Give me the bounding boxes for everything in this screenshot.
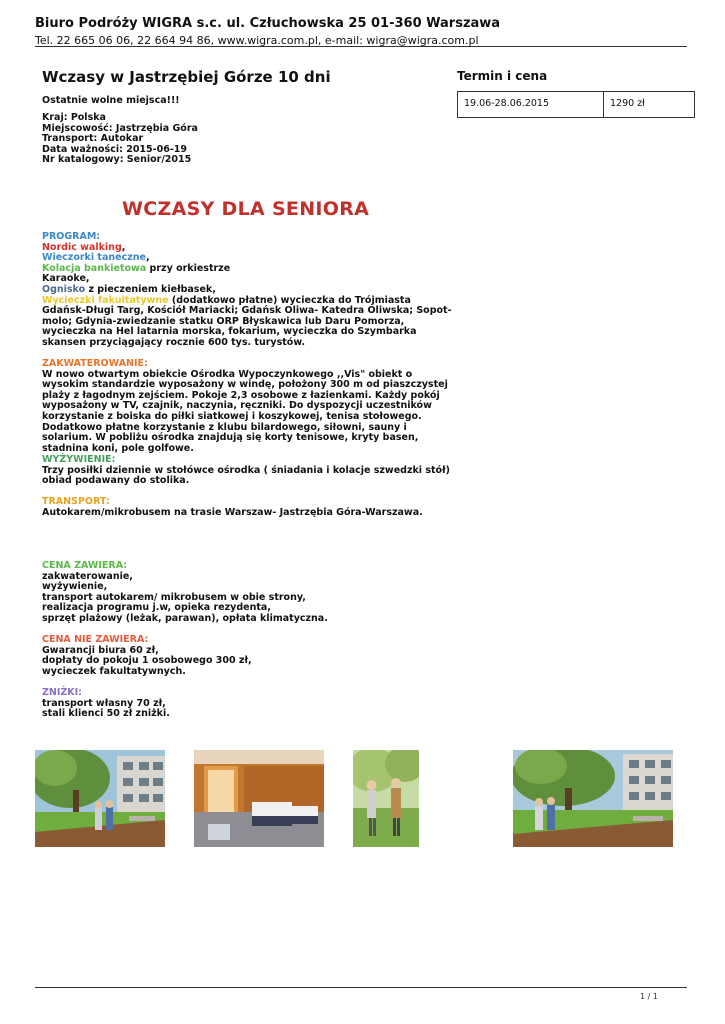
offer-title: Wczasy w Jastrzębiej Górze 10 dni xyxy=(42,68,331,86)
program-heading: PROGRAM: xyxy=(42,231,101,242)
price-excludes-item: dopłaty do pokoju 1 osobowego 300 zł, xyxy=(42,655,252,667)
price-includes-section xyxy=(42,561,452,625)
program-dance: Wieczorki taneczne xyxy=(42,252,146,264)
program-nordic: Nordic walking xyxy=(42,241,122,253)
term-dates: 19.06-28.06.2015 xyxy=(458,92,604,117)
discounts-item: stali klienci 50 zł zniżki. xyxy=(42,708,170,720)
program-comma: , xyxy=(145,252,150,264)
main-heading: WCZASY DLA SENIORA xyxy=(122,198,370,220)
meta-country: Kraj: Polska xyxy=(42,112,106,123)
price-includes-heading: CENA ZAWIERA: xyxy=(42,560,128,571)
program-trips-rest: (dodatkowo płatne) wycieczka do Trójmiasta Gdańsk-Długi Targ, Kościół Mariacki; Gdańsk Oliwa- Katedra Oliwska; Sopot- molo; Gdynia-zwiedzanie statku ORP Błyskawica lub Daru Pomorza, wycieczka na Hel latarnia morska, fokarium, wycieczka do Szymbarka skansen przyciągający rocznie 600 tys. turystów. xyxy=(42,294,452,348)
header-divider xyxy=(35,46,687,47)
program-section xyxy=(42,232,452,349)
program-karaoke: Karaoke, xyxy=(42,273,90,285)
meta-location: Miejscowość: Jastrzębia Góra xyxy=(42,122,198,134)
photo-garden-resort xyxy=(513,750,673,847)
program-banquet-rest: przy orkiestrze xyxy=(146,262,231,274)
company-header xyxy=(35,16,687,49)
program-trips: Wycieczki fakultatywne xyxy=(42,294,169,306)
meals-heading: WYŻYWIENIE: xyxy=(42,454,116,465)
discounts-item: transport własny 70 zł, xyxy=(42,697,166,709)
program-banquet: Kolacja bankietowa xyxy=(42,262,147,274)
price-includes-item: zakwaterowanie, xyxy=(42,570,133,582)
photo-garden-seniors xyxy=(35,750,165,847)
accommodation-text: W nowo otwartym obiekcie Ośrodka Wypoczynkowego ,,Vis" obiekt o wysokim standardzie wyposażony w windę, położony 300 m od piaszczystej plaży z łagodnym zejściem. Pokoje 2,3 osobowe z łazienkami. Każdy pokój wyposażony w TV, czajnik, naczynia, ręczniki. Do dyspozycji uczestników korzystanie z boiska do piłki siatkowej i koszykowej, tenisa stołowego. Dodatkowo płatne korzystanie z klubu bilardowego, siłowni, sauny i solarium. W pobliżu ośrodka znajdują się korty tenisowe, kryty basen, stadnina koni, pole golfowe. xyxy=(42,368,448,454)
transport-heading: TRANSPORT: xyxy=(42,496,110,507)
price-excludes-heading: CENA NIE ZAWIERA: xyxy=(42,634,149,645)
program-bonfire: Ognisko xyxy=(42,283,86,295)
footer-divider xyxy=(35,987,687,988)
program-comma: , xyxy=(121,241,126,253)
last-places-notice: Ostatnie wolne miejsca!!! xyxy=(42,95,180,106)
price-excludes-item: wycieczek fakultatywnych. xyxy=(42,665,186,677)
photo-nordic-walking xyxy=(353,750,419,847)
meta-transport: Transport: Autokar xyxy=(42,133,144,145)
company-name: Biuro Podróży WIGRA s.c. ul. Człuchowska 25 01-360 Warszawa xyxy=(35,16,501,31)
price-includes-item: sprzęt plażowy (leżak, parawan), opłata klimatyczna. xyxy=(42,612,328,624)
price-includes-item: transport autokarem/ mikrobusem w obie strony, xyxy=(42,591,306,603)
program-bonfire-rest: z pieczeniem kiełbasek, xyxy=(85,283,216,295)
discounts-heading: ZNIŻKI: xyxy=(42,687,82,698)
discounts-section xyxy=(42,688,452,720)
offer-meta xyxy=(42,113,198,166)
page-number: 1 / 1 xyxy=(640,992,658,1001)
photo-hotel-room xyxy=(194,750,324,847)
terms-table xyxy=(457,91,695,118)
program-line-trips xyxy=(42,296,452,349)
meta-catalog-number: Nr katalogowy: Senior/2015 xyxy=(42,154,192,166)
meta-valid-date: Data ważności: 2015-06-19 xyxy=(42,143,187,155)
price-excludes-item: Gwarancji biura 60 zł, xyxy=(42,644,159,656)
program-line-banquet xyxy=(42,264,452,275)
accommodation-section xyxy=(42,359,452,454)
price-includes-item: realizacja programu j.w, opieka rezydenta, xyxy=(42,602,271,614)
accommodation-heading: ZAKWATEROWANIE: xyxy=(42,358,148,369)
price-includes-item: wyżywienie, xyxy=(42,581,108,593)
terms-heading: Termin i cena xyxy=(457,69,548,83)
term-price: 1290 zł xyxy=(610,98,645,109)
meals-section xyxy=(42,455,452,487)
transport-section xyxy=(42,497,452,518)
price-excludes-section xyxy=(42,635,452,677)
transport-text: Autokarem/mikrobusem na trasie Warszaw- Jastrzębia Góra-Warszawa. xyxy=(42,506,423,518)
company-contact: Tel. 22 665 06 06, 22 664 94 86, www.wigra.com.pl, e-mail: wigra@wigra.com.pl xyxy=(35,34,479,47)
meals-text: Trzy posiłki dziennie w stołówce ośrodka ( śniadania i kolacje szwedzki stół) obiad podawany do stolika. xyxy=(42,464,450,487)
